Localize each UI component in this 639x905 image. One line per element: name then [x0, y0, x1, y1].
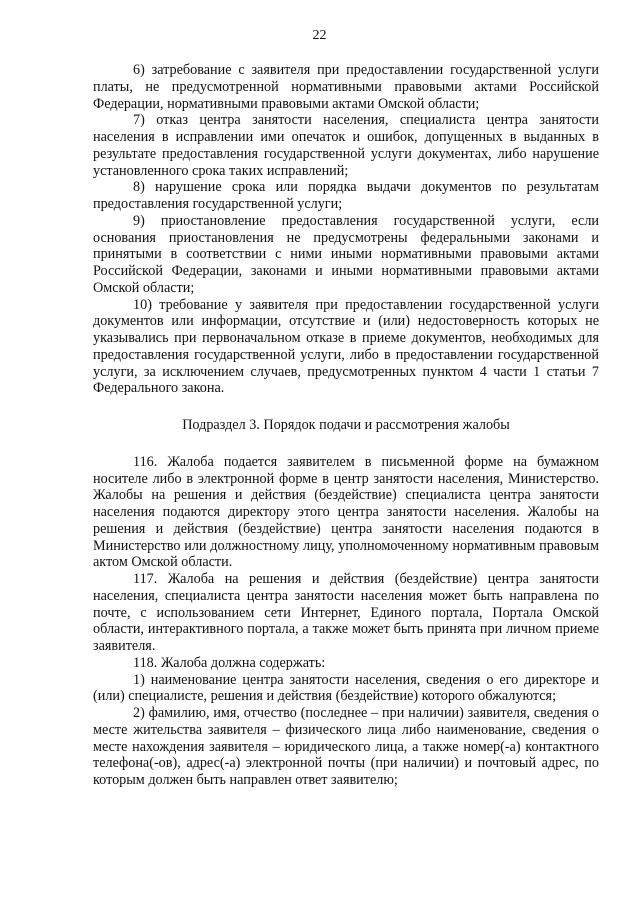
section-heading: Подраздел 3. Порядок подачи и рассмотрения жалобы: [182, 417, 510, 433]
paragraph-116: 116. Жалоба подается заявителем в письменной форме на бумажном носителе либо в электронной форме в центр занятости населения, Министерство. Жалобы на решения и действия (бездействие) специалиста центра занятости населения подаются директору этого центра занятости населения. Жалобы на решения и действия (бездействие) центра занятости населения подаются в Министерство или должностному лицу, уполномоченному нормативным правовым актом Омской области.: [93, 453, 599, 571]
page-number: 22: [312, 28, 327, 43]
list-item: 10) требование у заявителя при предоставлении государственной услуги документов или информации, отсутствие и (или) недостоверность которых не указывались при первоначальном отказе в приеме документов, необходимых для предоставления государственной услуги, либо в предоставлении государственной услуги, за исключением случаев, предусмотренных пунктом 4 части 1 статьи 7 Федерального закона.: [93, 296, 599, 397]
paragraph-118: 118. Жалоба должна содержать:: [133, 654, 326, 671]
list-item: 7) отказ центра занятости населения, специалиста центра занятости населения в исправлении ими опечаток и ошибок, допущенных в выданных в результате предоставления государственной услуги документах, либо нарушение установленного срока таких исправлений;: [93, 112, 599, 179]
list-item: 2) фамилию, имя, отчество (последнее – при наличии) заявителя, сведения о месте жительства заявителя – физического лица либо наименование, сведения о месте нахождения заявителя – юридического лица, а также номер(-а) контактного телефона(-ов), адрес(-а) электронной почты (при наличии) и почтовый адрес, по которым должен быть направлен ответ заявителю;: [93, 705, 599, 788]
paragraph-117: 117. Жалоба на решения и действия (бездействие) центра занятости населения, специалиста центра занятости населения может быть направлена по почте, с использованием сети Интернет, Единого портала, Портала Омской области, интерактивного портала, а также может быть принята при личном приеме заявителя.: [93, 571, 599, 654]
document-body: [93, 62, 599, 789]
list-item: 1) наименование центра занятости населения, сведения о его директоре и (или) специалисте, решения и действия (бездействие) которого обжалуются;: [93, 671, 599, 705]
list-item: 6) затребование с заявителя при предоставлении государственной услуги платы, не предусмотренной нормативными правовыми актами Российской Федерации, нормативными правовыми актами Омской области;: [93, 62, 599, 112]
list-item: 8) нарушение срока или порядка выдачи документов по результатам предоставления государственной услуги;: [93, 179, 599, 212]
list-item: 9) приостановление предоставления государственной услуги, если основания приостановления не предусмотрены федеральными законами и принятыми в соответствии с ними иными нормативными правовыми актами Российской Федерации, законами и иными нормативными правовыми актами Омской области;: [93, 212, 599, 296]
